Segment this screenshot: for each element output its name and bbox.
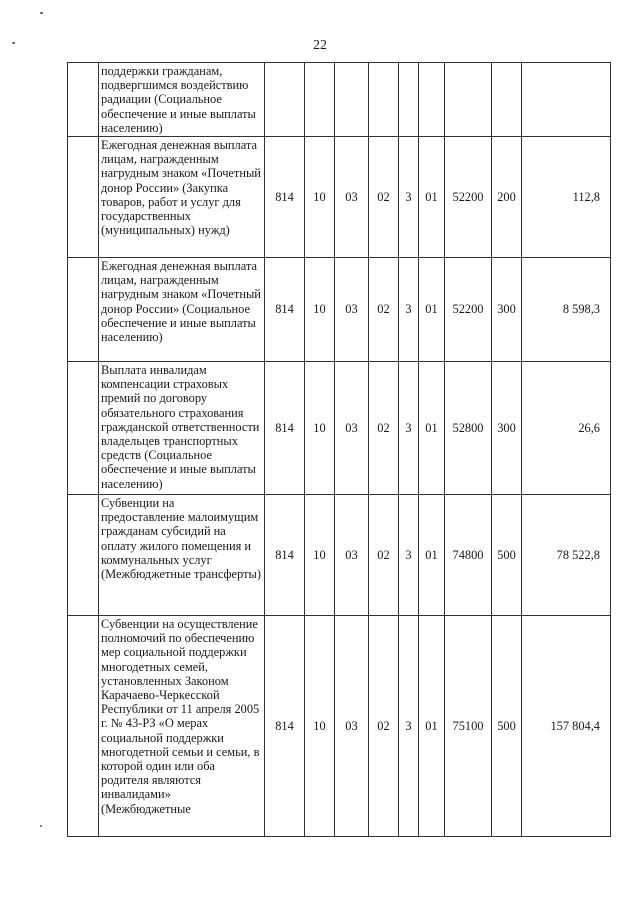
direction-code-cell bbox=[445, 63, 492, 137]
program-code-cell: 02 bbox=[369, 616, 399, 837]
subprogram-code-cell: 3 bbox=[399, 258, 419, 362]
table-row bbox=[68, 137, 611, 258]
item-name-cell: Субвенции на осуществление полномочий по обеспечению мер социальной поддержки многодетных семей, установленных Законом Карачаево-Черкесской Республики от 11 апреля 2005 г. № 43-РЗ «О мерах социальной поддержки многодетной семьи и семьи, в которой один или оба родителя являются инвалидами» (Межбюджетные bbox=[99, 616, 265, 837]
expense-type-cell bbox=[492, 63, 522, 137]
program-code-cell bbox=[369, 63, 399, 137]
main-event-code-cell: 01 bbox=[419, 362, 445, 495]
row-number-cell bbox=[68, 495, 99, 616]
item-name-cell: Ежегодная денежная выплата лицам, награжденным нагрудным знаком «Почетный донор России» (Закупка товаров, работ и услуг для государственных (муниципальных) нужд) bbox=[99, 137, 265, 258]
table-row bbox=[68, 362, 611, 495]
scan-speck bbox=[12, 42, 15, 44]
ministry-code-cell: 814 bbox=[265, 616, 305, 837]
subprogram-code-cell: 3 bbox=[399, 495, 419, 616]
expense-type-cell: 500 bbox=[492, 495, 522, 616]
scan-speck bbox=[40, 12, 43, 14]
program-code-cell: 02 bbox=[369, 137, 399, 258]
expense-type-cell: 300 bbox=[492, 362, 522, 495]
ministry-code-cell: 814 bbox=[265, 495, 305, 616]
subsection-code-cell: 03 bbox=[335, 616, 369, 837]
section-code-cell bbox=[305, 63, 335, 137]
expense-type-cell: 200 bbox=[492, 137, 522, 258]
amount-cell: 78 522,8 bbox=[522, 495, 611, 616]
item-name-cell: Выплата инвалидам компенсации страховых премий по договору обязательного страхования гражданской ответственности владельцев транспортных средств (Социальное обеспечение и иные выплаты населению) bbox=[99, 362, 265, 495]
subprogram-code-cell: 3 bbox=[399, 362, 419, 495]
main-event-code-cell: 01 bbox=[419, 495, 445, 616]
table-row bbox=[68, 63, 611, 137]
item-name-cell: поддержки гражданам, подвергшимся воздействию радиации (Социальное обеспечение и иные выплаты населению) bbox=[99, 63, 265, 137]
subsection-code-cell: 03 bbox=[335, 362, 369, 495]
amount-cell: 26,6 bbox=[522, 362, 611, 495]
row-number-cell bbox=[68, 616, 99, 837]
section-code-cell: 10 bbox=[305, 495, 335, 616]
page-number: 22 bbox=[313, 38, 327, 53]
amount-cell: 157 804,4 bbox=[522, 616, 611, 837]
subsection-code-cell bbox=[335, 63, 369, 137]
item-name-cell: Субвенции на предоставление малоимущим гражданам субсидий на оплату жилого помещения и коммунальных услуг (Межбюджетные трансферты) bbox=[99, 495, 265, 616]
program-code-cell: 02 bbox=[369, 258, 399, 362]
ministry-code-cell bbox=[265, 63, 305, 137]
subsection-code-cell: 03 bbox=[335, 495, 369, 616]
subprogram-code-cell: 3 bbox=[399, 616, 419, 837]
ministry-code-cell: 814 bbox=[265, 137, 305, 258]
budget-table bbox=[67, 62, 611, 837]
amount-cell: 112,8 bbox=[522, 137, 611, 258]
section-code-cell: 10 bbox=[305, 137, 335, 258]
main-event-code-cell: 01 bbox=[419, 616, 445, 837]
main-event-code-cell: 01 bbox=[419, 137, 445, 258]
subsection-code-cell: 03 bbox=[335, 258, 369, 362]
main-event-code-cell bbox=[419, 63, 445, 137]
section-code-cell: 10 bbox=[305, 362, 335, 495]
direction-code-cell: 52200 bbox=[445, 258, 492, 362]
ministry-code-cell: 814 bbox=[265, 362, 305, 495]
subprogram-code-cell bbox=[399, 63, 419, 137]
amount-cell: 8 598,3 bbox=[522, 258, 611, 362]
table-row bbox=[68, 258, 611, 362]
program-code-cell: 02 bbox=[369, 495, 399, 616]
scan-speck bbox=[40, 825, 42, 827]
expense-type-cell: 300 bbox=[492, 258, 522, 362]
row-number-cell bbox=[68, 63, 99, 137]
direction-code-cell: 74800 bbox=[445, 495, 492, 616]
row-number-cell bbox=[68, 362, 99, 495]
direction-code-cell: 52200 bbox=[445, 137, 492, 258]
direction-code-cell: 75100 bbox=[445, 616, 492, 837]
expense-type-cell: 500 bbox=[492, 616, 522, 837]
row-number-cell bbox=[68, 258, 99, 362]
section-code-cell: 10 bbox=[305, 258, 335, 362]
main-event-code-cell: 01 bbox=[419, 258, 445, 362]
item-name-cell: Ежегодная денежная выплата лицам, награжденным нагрудным знаком «Почетный донор России» (Социальное обеспечение и иные выплаты населению) bbox=[99, 258, 265, 362]
section-code-cell: 10 bbox=[305, 616, 335, 837]
table-row bbox=[68, 495, 611, 616]
direction-code-cell: 52800 bbox=[445, 362, 492, 495]
table-row bbox=[68, 616, 611, 837]
ministry-code-cell: 814 bbox=[265, 258, 305, 362]
row-number-cell bbox=[68, 137, 99, 258]
subsection-code-cell: 03 bbox=[335, 137, 369, 258]
subprogram-code-cell: 3 bbox=[399, 137, 419, 258]
program-code-cell: 02 bbox=[369, 362, 399, 495]
amount-cell bbox=[522, 63, 611, 137]
